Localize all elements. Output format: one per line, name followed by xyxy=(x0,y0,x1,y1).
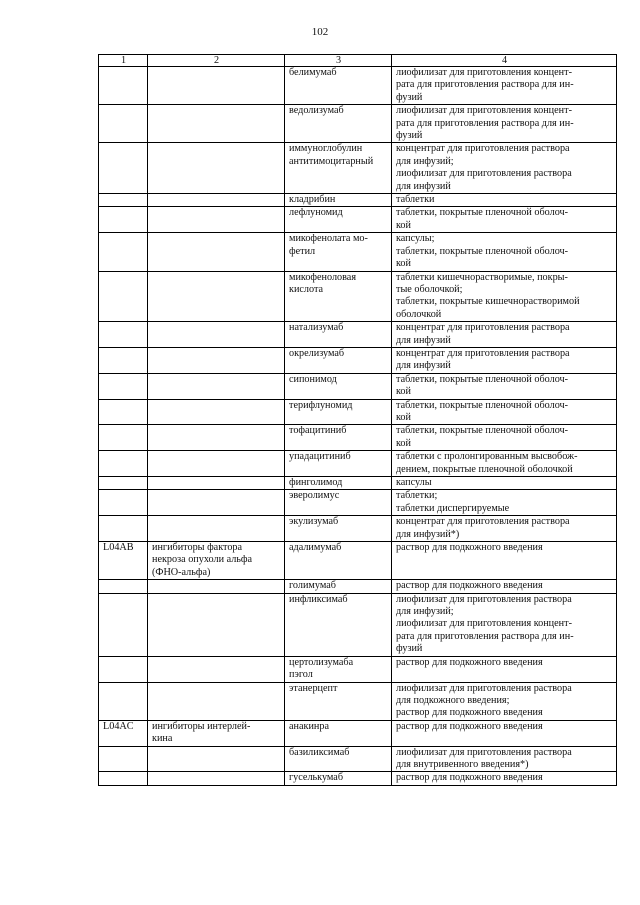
dosage-form-cell: лиофилизат для приготовления концент- рата для приготовления раствора для ин- фузий xyxy=(392,105,617,143)
table-row xyxy=(99,451,617,477)
table-row xyxy=(99,105,617,143)
atc-code-cell: L04AC xyxy=(99,720,148,746)
dosage-form-cell: раствор для подкожного введения xyxy=(392,772,617,785)
atc-code-cell xyxy=(99,67,148,105)
atc-code-cell xyxy=(99,580,148,593)
dosage-form-cell: таблетки, покрытые пленочной оболоч- кой xyxy=(392,425,617,451)
group-name-cell xyxy=(148,105,285,143)
drug-name-cell: ведолизумаб xyxy=(285,105,392,143)
table-row xyxy=(99,656,617,682)
table-row xyxy=(99,207,617,233)
group-name-cell xyxy=(148,593,285,656)
drug-name-cell: голимумаб xyxy=(285,580,392,593)
atc-code-cell xyxy=(99,347,148,373)
dosage-form-cell: таблетки, покрытые пленочной оболоч- кой xyxy=(392,207,617,233)
dosage-form-cell: таблетки xyxy=(392,194,617,207)
drug-name-cell: иммуноглобулин антитимоцитарный xyxy=(285,143,392,194)
group-name-cell xyxy=(148,477,285,490)
dosage-form-cell: концентрат для приготовления раствора для инфузий xyxy=(392,322,617,348)
table-row xyxy=(99,271,617,322)
dosage-form-cell: таблетки, покрытые пленочной оболоч- кой xyxy=(392,399,617,425)
dosage-form-cell: концентрат для приготовления раствора для инфузий; лиофилизат для приготовления раствора для инфузий xyxy=(392,143,617,194)
atc-code-cell xyxy=(99,322,148,348)
group-name-cell xyxy=(148,322,285,348)
table-row xyxy=(99,425,617,451)
page-number: 102 xyxy=(311,26,329,38)
drug-name-cell: эверолимус xyxy=(285,490,392,516)
drug-name-cell: терифлуномид xyxy=(285,399,392,425)
group-name-cell xyxy=(148,399,285,425)
table-row xyxy=(99,746,617,772)
drug-name-cell: адалимумаб xyxy=(285,542,392,580)
atc-code-cell xyxy=(99,682,148,720)
atc-code-cell xyxy=(99,399,148,425)
group-name-cell xyxy=(148,233,285,271)
group-name-cell: ингибиторы интерлей- кина xyxy=(148,720,285,746)
table-row xyxy=(99,233,617,271)
table-body xyxy=(99,67,617,786)
dosage-form-cell: концентрат для приготовления раствора для инфузий xyxy=(392,347,617,373)
atc-code-cell xyxy=(99,194,148,207)
drug-name-cell: микофенолата мо- фетил xyxy=(285,233,392,271)
drug-name-cell: этанерцепт xyxy=(285,682,392,720)
drug-name-cell: анакинра xyxy=(285,720,392,746)
drug-name-cell: упадацитиниб xyxy=(285,451,392,477)
atc-code-cell xyxy=(99,143,148,194)
dosage-form-cell: таблетки, покрытые пленочной оболоч- кой xyxy=(392,373,617,399)
group-name-cell xyxy=(148,425,285,451)
drug-name-cell: цертолизумаба пэгол xyxy=(285,656,392,682)
group-name-cell xyxy=(148,772,285,785)
table-row xyxy=(99,67,617,105)
group-name-cell xyxy=(148,347,285,373)
drug-name-cell: инфликсимаб xyxy=(285,593,392,656)
atc-code-cell xyxy=(99,656,148,682)
column-header-3: 3 xyxy=(285,55,392,67)
dosage-form-cell: таблетки; таблетки диспергируемые xyxy=(392,490,617,516)
group-name-cell xyxy=(148,373,285,399)
dosage-form-cell: раствор для подкожного введения xyxy=(392,542,617,580)
atc-code-cell xyxy=(99,233,148,271)
group-name-cell xyxy=(148,194,285,207)
table-row xyxy=(99,477,617,490)
drug-name-cell: финголимод xyxy=(285,477,392,490)
table-row xyxy=(99,347,617,373)
group-name-cell xyxy=(148,656,285,682)
atc-code-cell xyxy=(99,477,148,490)
atc-code-cell xyxy=(99,746,148,772)
group-name-cell xyxy=(148,451,285,477)
group-name-cell xyxy=(148,746,285,772)
table-row xyxy=(99,682,617,720)
drug-name-cell: белимумаб xyxy=(285,67,392,105)
dosage-form-cell: раствор для подкожного введения xyxy=(392,580,617,593)
table-row xyxy=(99,373,617,399)
group-name-cell xyxy=(148,682,285,720)
dosage-form-cell: раствор для подкожного введения xyxy=(392,656,617,682)
table-row xyxy=(99,490,617,516)
dosage-form-cell: капсулы xyxy=(392,477,617,490)
drug-table xyxy=(98,54,617,786)
dosage-form-cell: таблетки с пролонгированным высвобож- дением, покрытые пленочной оболочкой xyxy=(392,451,617,477)
atc-code-cell: L04AB xyxy=(99,542,148,580)
column-header-4: 4 xyxy=(392,55,617,67)
table-row xyxy=(99,322,617,348)
group-name-cell xyxy=(148,271,285,322)
dosage-form-cell: капсулы; таблетки, покрытые пленочной оболоч- кой xyxy=(392,233,617,271)
group-name-cell xyxy=(148,490,285,516)
group-name-cell xyxy=(148,516,285,542)
atc-code-cell xyxy=(99,105,148,143)
drug-name-cell: лефлуномид xyxy=(285,207,392,233)
drug-name-cell: экулизумаб xyxy=(285,516,392,542)
table-row xyxy=(99,542,617,580)
group-name-cell xyxy=(148,580,285,593)
drug-name-cell: кладрибин xyxy=(285,194,392,207)
drug-name-cell: окрелизумаб xyxy=(285,347,392,373)
group-name-cell xyxy=(148,207,285,233)
atc-code-cell xyxy=(99,490,148,516)
atc-code-cell xyxy=(99,373,148,399)
table-row xyxy=(99,720,617,746)
table-row xyxy=(99,593,617,656)
atc-code-cell xyxy=(99,207,148,233)
table-row xyxy=(99,399,617,425)
dosage-form-cell: лиофилизат для приготовления раствора для внутривенного введения*) xyxy=(392,746,617,772)
dosage-form-cell: концентрат для приготовления раствора для инфузий*) xyxy=(392,516,617,542)
table-row xyxy=(99,516,617,542)
dosage-form-cell: лиофилизат для приготовления раствора для подкожного введения; раствор для подкожного введения xyxy=(392,682,617,720)
table-row xyxy=(99,194,617,207)
atc-code-cell xyxy=(99,451,148,477)
atc-code-cell xyxy=(99,271,148,322)
table-row xyxy=(99,143,617,194)
dosage-form-cell: раствор для подкожного введения xyxy=(392,720,617,746)
table-row xyxy=(99,772,617,785)
drug-name-cell: сипонимод xyxy=(285,373,392,399)
drug-name-cell: микофеноловая кислота xyxy=(285,271,392,322)
drug-name-cell: базиликсимаб xyxy=(285,746,392,772)
table-row xyxy=(99,580,617,593)
table-header-row xyxy=(99,55,617,67)
dosage-form-cell: таблетки кишечнорастворимые, покры- тые оболочкой; таблетки, покрытые кишечнорастворимой оболочкой xyxy=(392,271,617,322)
group-name-cell xyxy=(148,143,285,194)
atc-code-cell xyxy=(99,593,148,656)
group-name-cell xyxy=(148,67,285,105)
dosage-form-cell: лиофилизат для приготовления раствора для инфузий; лиофилизат для приготовления концент- рата для приготовления раствора для ин- фузий xyxy=(392,593,617,656)
group-name-cell: ингибиторы фактора некроза опухоли альфа (ФНО-альфа) xyxy=(148,542,285,580)
drug-name-cell: натализумаб xyxy=(285,322,392,348)
atc-code-cell xyxy=(99,516,148,542)
column-header-1: 1 xyxy=(99,55,148,67)
dosage-form-cell: лиофилизат для приготовления концент- рата для приготовления раствора для ин- фузий xyxy=(392,67,617,105)
drug-name-cell: гуселькумаб xyxy=(285,772,392,785)
column-header-2: 2 xyxy=(148,55,285,67)
drug-name-cell: тофацитиниб xyxy=(285,425,392,451)
atc-code-cell xyxy=(99,425,148,451)
atc-code-cell xyxy=(99,772,148,785)
